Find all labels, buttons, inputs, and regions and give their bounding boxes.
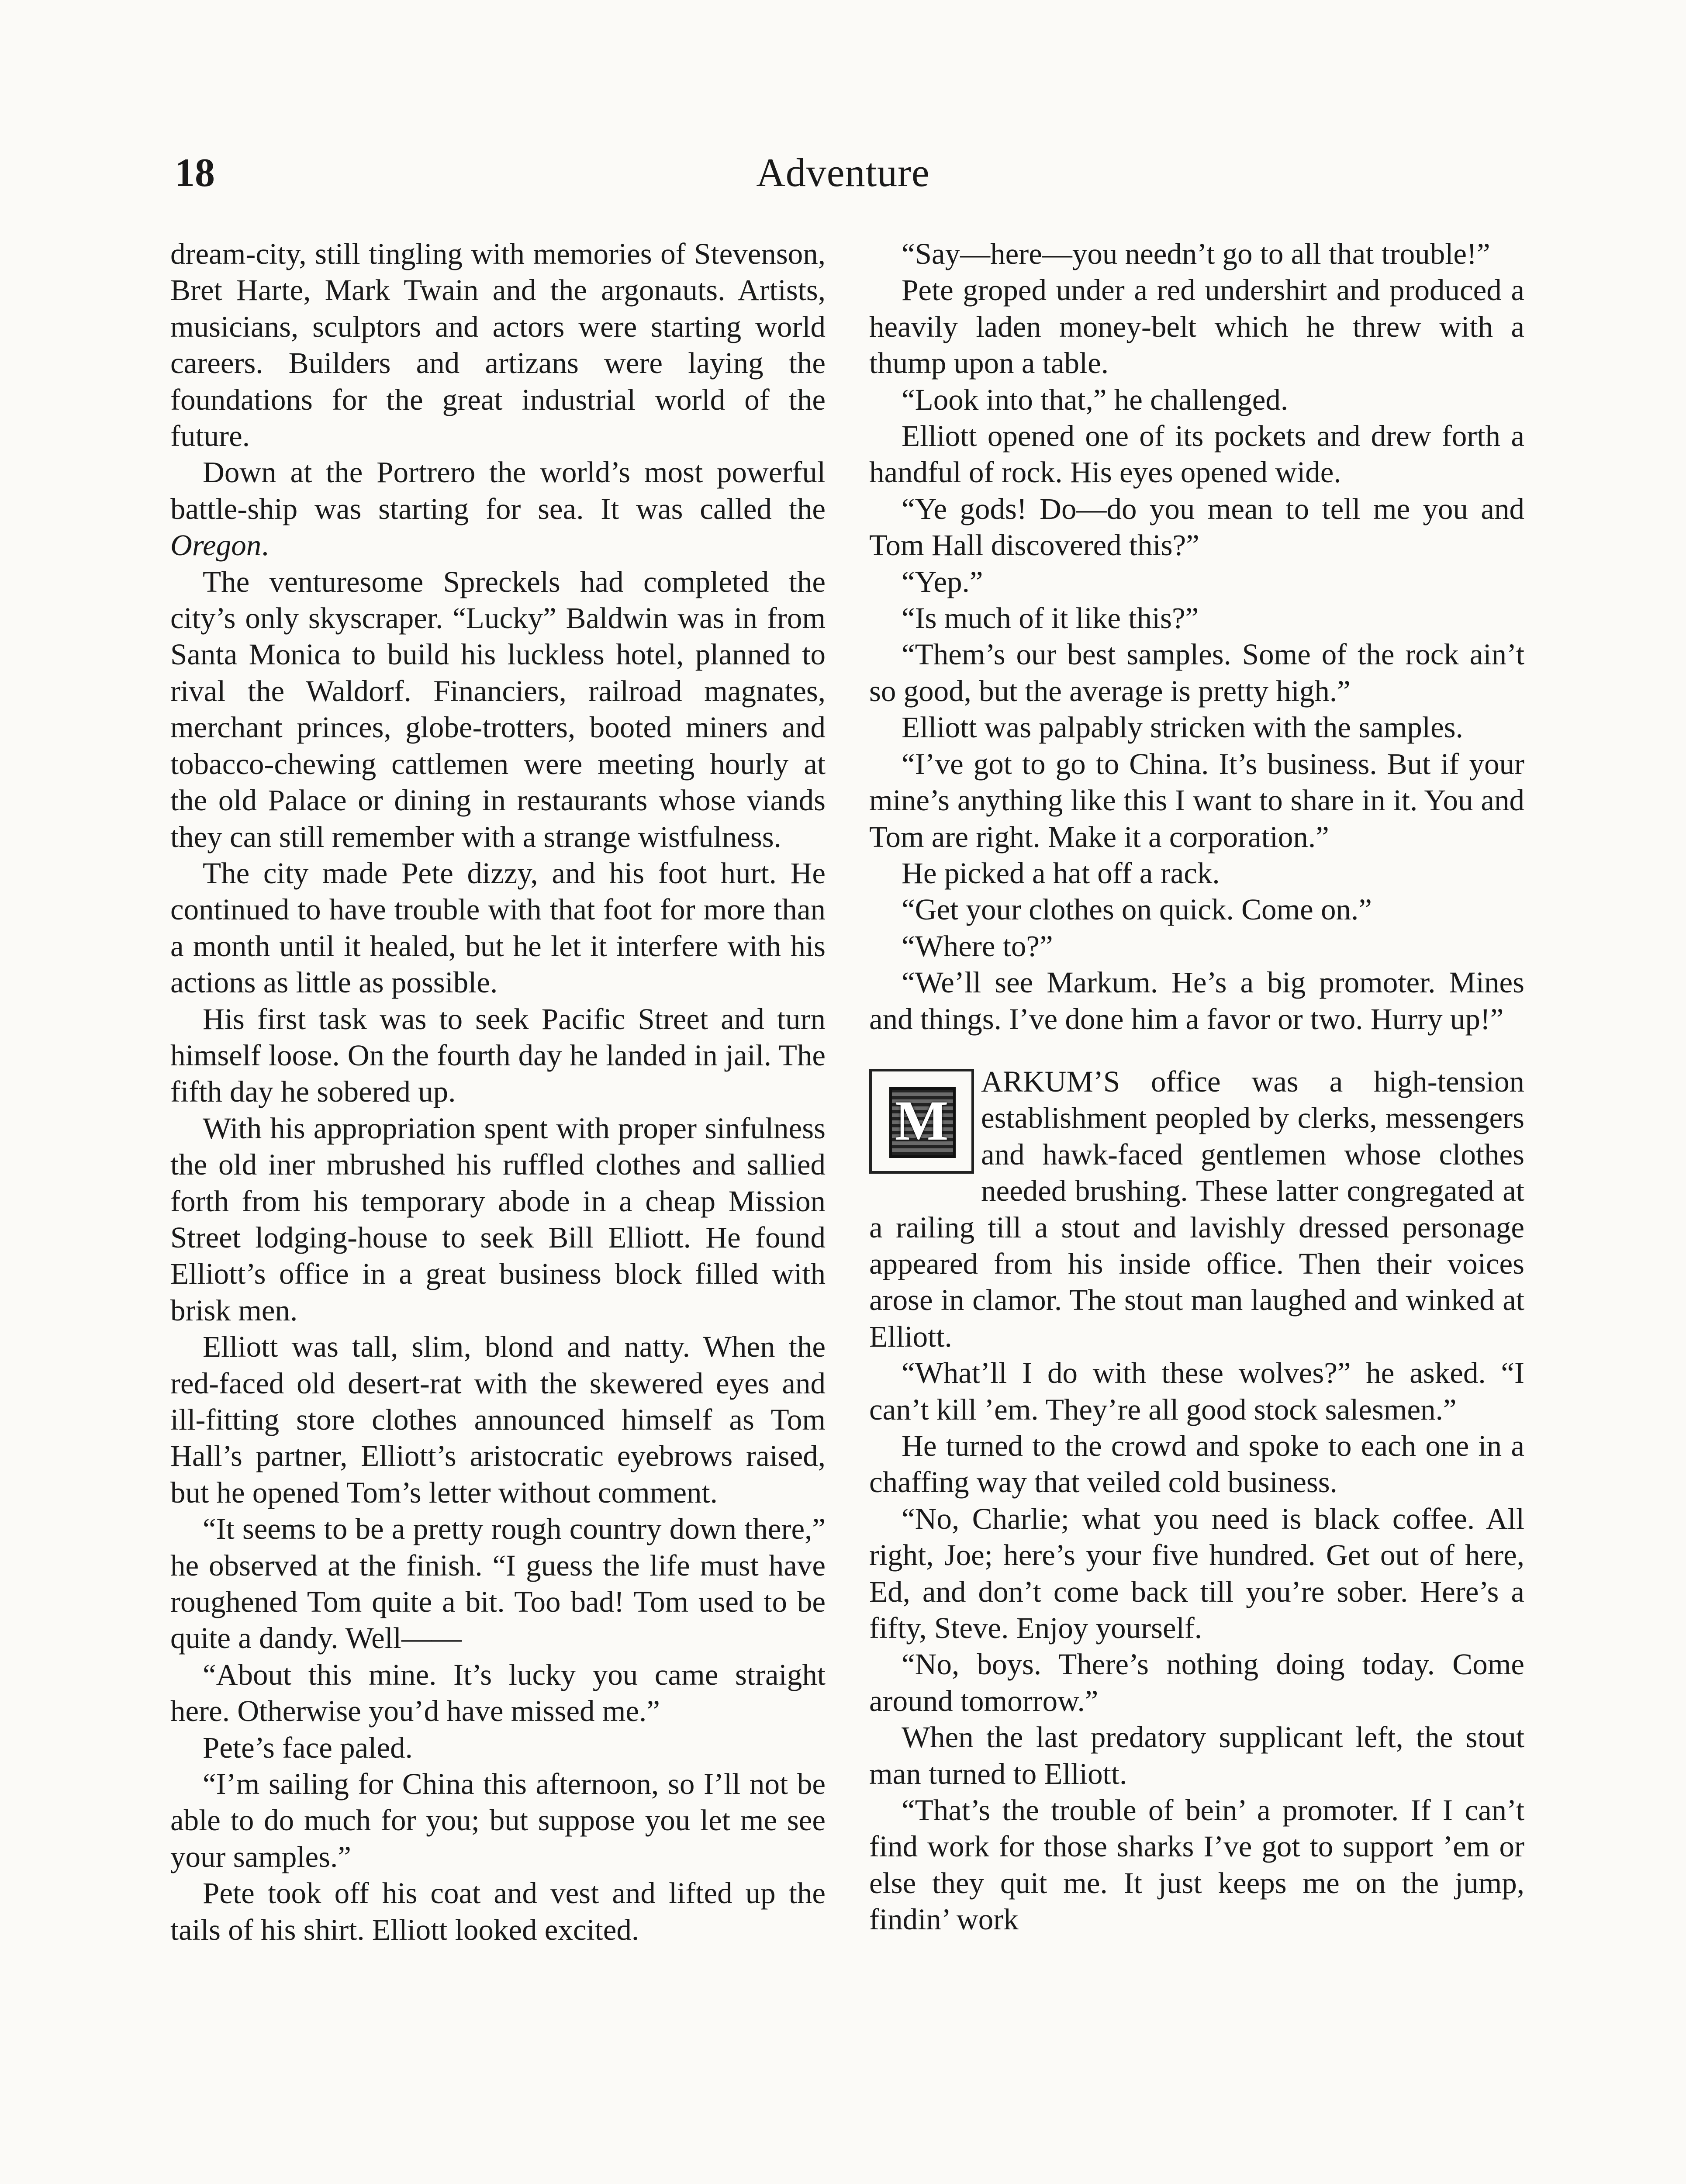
paragraph: “Where to?” (902, 929, 1053, 963)
paragraph: dream-city, still tingling with memories of Stevenson, Bret Harte, Mark Twain and the argonauts. Artists, musicians, sculptors and actors were starting world careers. Builders and artizans were laying the foundations for the great industrial world of the future. (170, 237, 826, 453)
paragraph: “No, Charlie; what you need is black coffee. All right, Joe; here’s your five hundred. Get out of here, Ed, and don’t come back till you’re sober. Here’s a fifty, Steve. Enjoy yourself. (869, 1502, 1524, 1645)
paragraph: The venturesome Spreckels had completed the city’s only skyscraper. “Lucky” Baldwin was in from Santa Monica to build his luckless hotel, planned to rival the Waldorf. Financiers, railroad magnates, merchant princes, globe-trotters, booted miners and tobacco-chewing cattlemen were meeting hourly at the old Palace or dining in restaurants whose viands they can still remember with a strange wistfulness. (170, 565, 826, 854)
paragraph: “About this mine. It’s lucky you came straight here. Otherwise you’d have missed me.” (170, 1658, 826, 1728)
page-header (175, 144, 1511, 201)
paragraph: “I’ve got to go to China. It’s business. But if your mine’s anything like this I want to share in it. You and Tom are right. Make it a corporation.” (869, 747, 1524, 854)
paragraph: Elliott was tall, slim, blond and natty. When the red-faced old desert-rat with the skewered eyes and ill-fitting store clothes announced himself as Tom Hall’s partner, Elliott’s aristocratic eyebrows raised, but he opened Tom’s letter without comment. (170, 1330, 826, 1509)
running-head: Adventure (756, 150, 930, 195)
decorative-initial (869, 1069, 974, 1174)
paragraph-text: Down at the Portrero the world’s most powerful battle-ship was starting for sea. It was called the (170, 456, 826, 525)
left-column (170, 236, 826, 1948)
paragraph (170, 454, 826, 563)
paragraph: When the last predatory supplicant left, the stout man turned to Elliott. (869, 1721, 1524, 1790)
paragraph: Pete’s face paled. (203, 1731, 413, 1764)
paragraph: “We’ll see Markum. He’s a big promoter. Mines and things. I’ve done him a favor or two. Hurry up!” (869, 966, 1524, 1036)
right-column (869, 236, 1524, 1938)
paragraph: “That’s the trouble of bein’ a promoter. If I can’t find work for those sharks I’ve got to support ’em or else they quit me. It just keeps me on the jump, findin’ work (869, 1794, 1524, 1936)
ship-name: Oregon (170, 529, 262, 562)
paragraph: With his appropriation spent with proper sinfulness the old iner mbrushed his ruffled clothes and sallied forth from his temporary abode in a cheap Mission Street lodging-house to seek Bill Elliott. He found Elliott’s office in a great business block filled with brisk men. (170, 1111, 826, 1327)
paragraph: “Them’s our best samples. Some of the rock ain’t so good, but the average is pretty high.” (869, 638, 1524, 708)
paragraph: He turned to the crowd and spoke to each one in a chaffing way that veiled cold business. (869, 1429, 1524, 1499)
paragraph: Elliott opened one of its pockets and drew forth a handful of rock. His eyes opened wide. (869, 419, 1524, 489)
paragraph: His first task was to seek Pacific Street and turn himself loose. On the fourth day he landed in jail. The fifth day he sobered up. (170, 1002, 826, 1109)
paragraph: “Ye gods! Do—do you mean to tell me you and Tom Hall discovered this?” (869, 492, 1524, 562)
paragraph: “No, boys. There’s nothing doing today. Come around tomorrow.” (869, 1648, 1524, 1717)
paragraph: “It seems to be a pretty rough country down there,” he observed at the finish. “I guess the life must have roughened Tom quite a bit. Too bad! Tom used to be quite a dandy. Well—— (170, 1512, 826, 1655)
paragraph-text: ARKUM’S office was a high-tension establishment peopled by clerks, messengers and hawk-faced gentlemen whose clothes needed brushing. These latter congregated at a railing till a stout and lavishly dressed personage appeared from his inside office. Then their voices arose in clamor. The stout man laughed and winked at Elliott. (869, 1064, 1524, 1353)
paragraph: “I’m sailing for China this afternoon, so I’ll not be able to do much for you; but suppose you let me see your samples.” (170, 1767, 826, 1873)
paragraph: Pete took off his coat and vest and lifted up the tails of his shirt. Elliott looked excited. (170, 1876, 826, 1946)
page-number: 18 (175, 150, 215, 195)
paragraph: Pete groped under a red undershirt and produced a heavily laden money-belt which he threw with a thump upon a table. (869, 273, 1524, 380)
paragraph: “Is much of it like this?” (902, 601, 1199, 635)
paragraph: “Say—here—you needn’t go to all that trouble!” (902, 237, 1490, 270)
section-opening-paragraph (869, 1064, 1524, 1355)
paragraph: “Yep.” (902, 565, 983, 598)
paragraph: “Get your clothes on quick. Come on.” (902, 893, 1372, 926)
paragraph: He picked a hat off a rack. (902, 856, 1220, 890)
paragraph: The city made Pete dizzy, and his foot hurt. He continued to have trouble with that foot for more than a month until it healed, but he let it interfere with his actions as little as possible. (170, 856, 826, 999)
paragraph: “Look into that,” he challenged. (902, 383, 1289, 416)
paragraph: Elliott was palpably stricken with the samples. (902, 711, 1463, 744)
paragraph-text: . (261, 529, 269, 562)
paragraph: “What’ll I do with these wolves?” he asked. “I can’t kill ’em. They’re all good stock salesmen.” (869, 1356, 1524, 1426)
initial-letter: M (895, 1089, 949, 1152)
